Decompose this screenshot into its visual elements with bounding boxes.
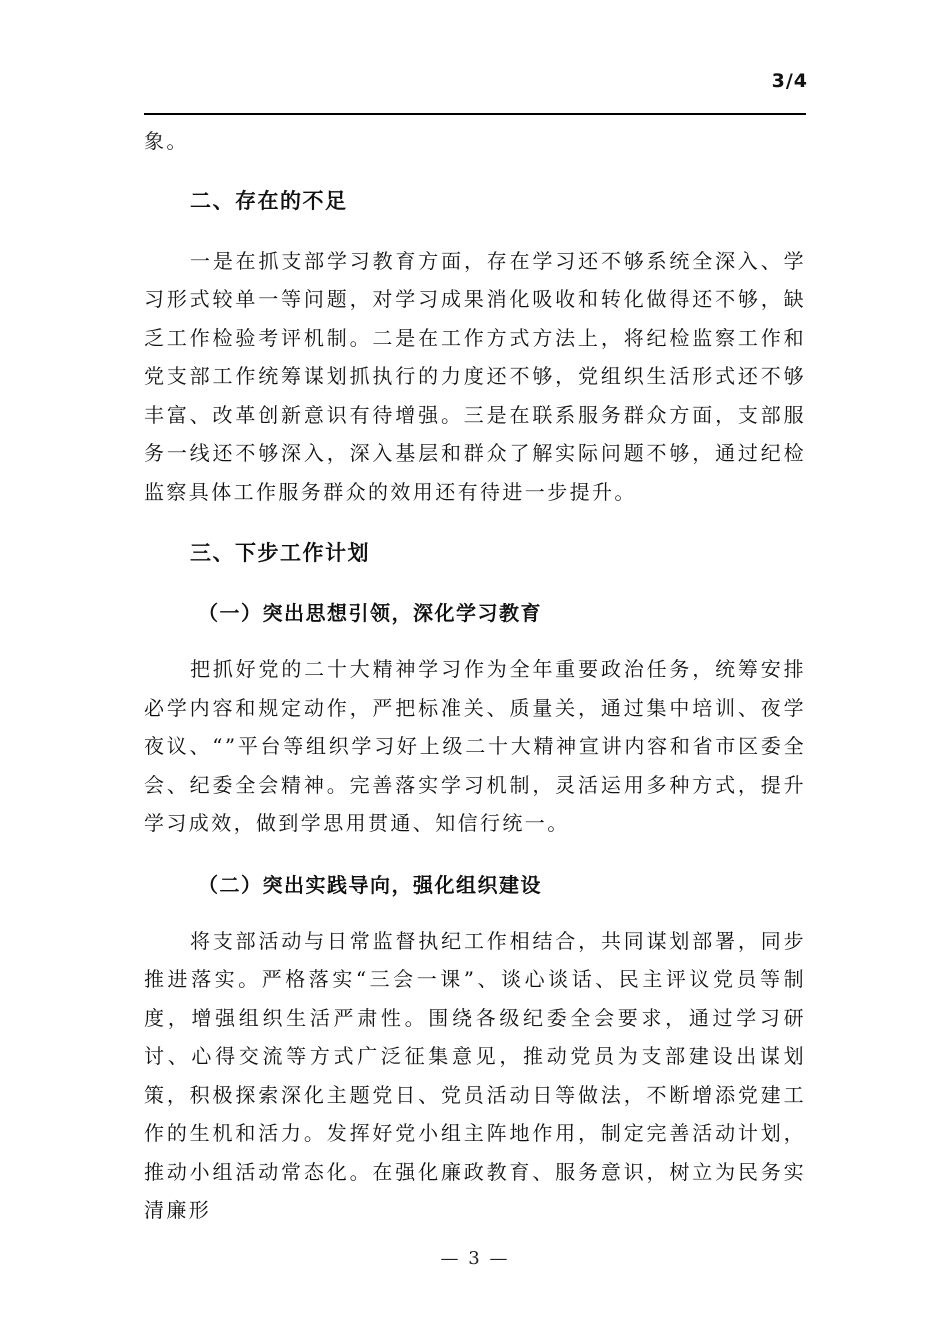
thought-leadership-paragraph: 把抓好党的二十大精神学习作为全年重要政治任务，统筹安排必学内容和规定动作，严把标准关、质量关，通过集中培训、夜学夜议、“”平台等组织学习好上级二十大精神宣讲内容和省市区委全会、纪委全会精神。完善落实学习机制，灵活运用多种方式，提升学习成效，做到学思用贯通、知信行统一。 (144, 657, 806, 835)
subheading-thought-leadership: （一）突出思想引领，深化学习教育 (198, 601, 542, 625)
section-heading-shortcomings: 二、存在的不足 (190, 188, 348, 213)
section-heading-next-plan: 三、下步工作计划 (190, 541, 370, 565)
page-number: — 3 — (440, 1248, 510, 1269)
subheading-organization-building: （二）突出实践导向，强化组织建设 (198, 872, 542, 897)
header-rule (144, 113, 806, 115)
page-counter: 3/4 (771, 70, 808, 92)
organization-building-paragraph: 将支部活动与日常监督执纪工作相结合，共同谋划部署，同步推进落实。严格落实“三会一课”、谈心谈话、民主评议党员等制度，增强组织生活严肃性。围绕各级纪委全会要求，通过学习研讨、心得交流等方式广泛征集意见，推动党员为支部建设出谋划策，积极探索深化主题党日、党员活动日等做法，不断增添党建工作的生机和活力。发挥好党小组主阵地作用，制定完善活动计划，推动小组活动常态化。在强化廉政教育、服务意识，树立为民务实清廉形 (144, 928, 806, 1222)
shortcomings-paragraph: 一是在抓支部学习教育方面，存在学习还不够系统全深入、学习形式较单一等问题，对学习成果消化吸收和转化做得还不够，缺乏工作检验考评机制。二是在工作方式方法上，将纪检监察工作和党支部工作统筹谋划抓执行的力度还不够，党组织生活形式还不够丰富、改革创新意识有待增强。三是在联系服务群众方面，支部服务一线还不够深入，深入基层和群众了解实际问题不够，通过纪检监察具体工作服务群众的效用还有待进一步提升。 (144, 248, 806, 504)
carryover-text: 象。 (144, 129, 189, 153)
document-body (144, 122, 806, 1230)
